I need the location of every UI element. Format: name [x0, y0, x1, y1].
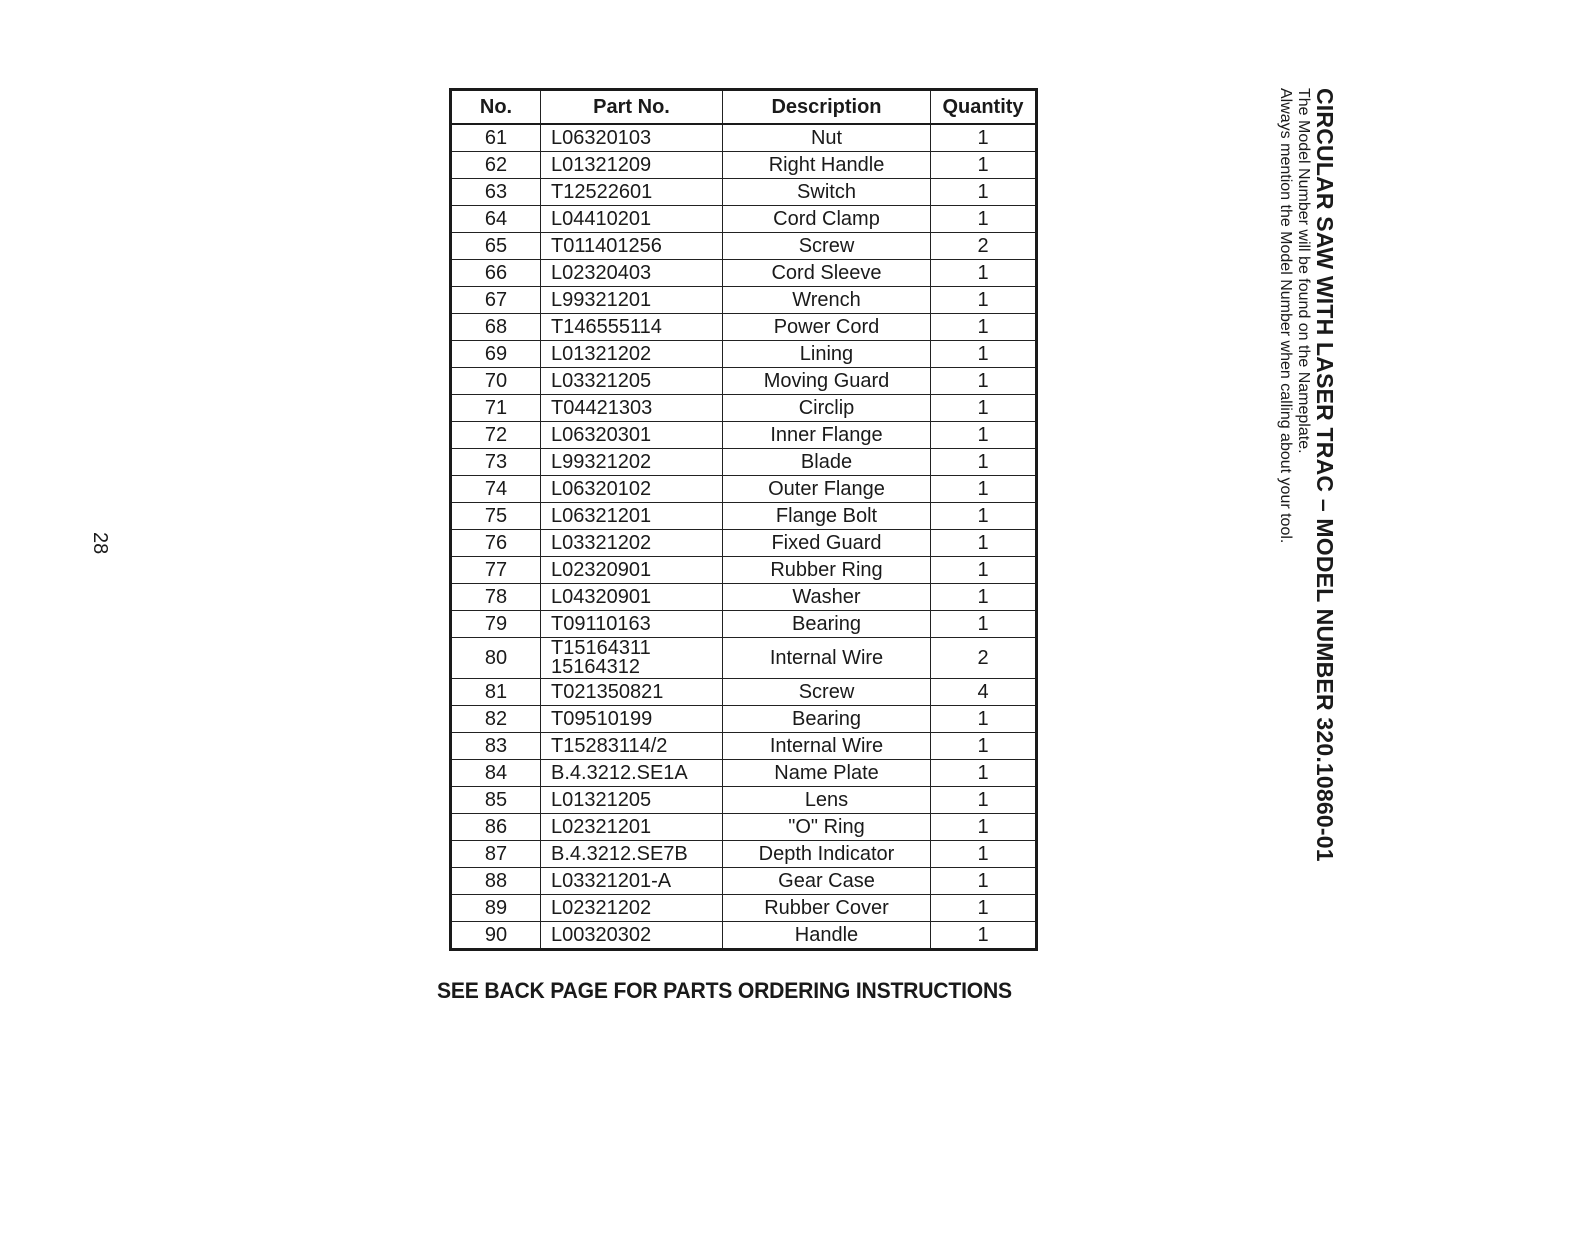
parts-table — [449, 88, 1038, 951]
item-number: 67 — [451, 287, 541, 314]
part-quantity: 1 — [931, 611, 1037, 638]
part-number: L01321202 — [541, 341, 723, 368]
part-number: L01321209 — [541, 152, 723, 179]
table-row — [451, 449, 1037, 476]
part-description: Inner Flange — [723, 422, 931, 449]
part-description: Lens — [723, 787, 931, 814]
part-description: Screw — [723, 679, 931, 706]
parts-ordering-note: SEE BACK PAGE FOR PARTS ORDERING INSTRUCTIONS — [437, 978, 1012, 1003]
side-heading — [1276, 88, 1338, 933]
item-number: 71 — [451, 395, 541, 422]
table-row — [451, 787, 1037, 814]
part-quantity: 1 — [931, 422, 1037, 449]
part-description: Washer — [723, 584, 931, 611]
part-quantity: 1 — [931, 152, 1037, 179]
table-row — [451, 584, 1037, 611]
table-row — [451, 638, 1037, 679]
model-title: CIRCULAR SAW WITH LASER TRAC – MODEL NUMBER 320.10860-01 — [1312, 88, 1338, 862]
part-quantity: 1 — [931, 706, 1037, 733]
part-number-line: 15164312 — [551, 656, 640, 678]
part-description: Fixed Guard — [723, 530, 931, 557]
table-row — [451, 287, 1037, 314]
part-number: L02320403 — [541, 260, 723, 287]
part-description: Power Cord — [723, 314, 931, 341]
part-description: Internal Wire — [723, 638, 931, 679]
item-number: 63 — [451, 179, 541, 206]
part-description: Gear Case — [723, 868, 931, 895]
part-quantity: 2 — [931, 233, 1037, 260]
part-number: L06320102 — [541, 476, 723, 503]
header-quantity: Quantity — [931, 90, 1037, 125]
table-header-row — [451, 90, 1037, 125]
table-row — [451, 611, 1037, 638]
part-quantity: 1 — [931, 314, 1037, 341]
part-description: Blade — [723, 449, 931, 476]
part-quantity: 1 — [931, 530, 1037, 557]
part-number: B.4.3212.SE7B — [541, 841, 723, 868]
part-description: Rubber Cover — [723, 895, 931, 922]
header-no: No. — [451, 90, 541, 125]
part-number: T146555114 — [541, 314, 723, 341]
part-number: L99321202 — [541, 449, 723, 476]
part-quantity: 1 — [931, 395, 1037, 422]
table-row — [451, 206, 1037, 233]
table-row — [451, 530, 1037, 557]
table-row — [451, 895, 1037, 922]
table-row — [451, 503, 1037, 530]
part-quantity: 1 — [931, 503, 1037, 530]
part-description: Circlip — [723, 395, 931, 422]
part-number: L06320103 — [541, 124, 723, 152]
part-quantity: 1 — [931, 733, 1037, 760]
part-number: L03321201-A — [541, 868, 723, 895]
table-row — [451, 760, 1037, 787]
part-number: L06321201 — [541, 503, 723, 530]
item-number: 88 — [451, 868, 541, 895]
part-quantity: 1 — [931, 760, 1037, 787]
item-number: 76 — [451, 530, 541, 557]
part-description: Internal Wire — [723, 733, 931, 760]
part-description: Nut — [723, 124, 931, 152]
item-number: 86 — [451, 814, 541, 841]
item-number: 81 — [451, 679, 541, 706]
item-number: 73 — [451, 449, 541, 476]
part-number: L02320901 — [541, 557, 723, 584]
part-quantity: 1 — [931, 476, 1037, 503]
table-row — [451, 422, 1037, 449]
item-number: 82 — [451, 706, 541, 733]
parts-table-body — [451, 124, 1037, 950]
item-number: 87 — [451, 841, 541, 868]
part-number: L99321201 — [541, 287, 723, 314]
table-row — [451, 679, 1037, 706]
part-number-line: T15164311 — [551, 637, 651, 659]
part-description: Rubber Ring — [723, 557, 931, 584]
table-row — [451, 706, 1037, 733]
part-quantity: 1 — [931, 287, 1037, 314]
part-description: Outer Flange — [723, 476, 931, 503]
part-quantity: 4 — [931, 679, 1037, 706]
header-part-no: Part No. — [541, 90, 723, 125]
item-number: 78 — [451, 584, 541, 611]
part-description: Flange Bolt — [723, 503, 931, 530]
item-number: 68 — [451, 314, 541, 341]
item-number: 64 — [451, 206, 541, 233]
item-number: 61 — [451, 124, 541, 152]
part-quantity: 1 — [931, 841, 1037, 868]
item-number: 90 — [451, 922, 541, 950]
item-number: 75 — [451, 503, 541, 530]
table-row — [451, 233, 1037, 260]
item-number: 77 — [451, 557, 541, 584]
part-number: T011401256 — [541, 233, 723, 260]
table-row — [451, 179, 1037, 206]
part-description: Moving Guard — [723, 368, 931, 395]
table-row — [451, 314, 1037, 341]
item-number: 84 — [451, 760, 541, 787]
part-description: Switch — [723, 179, 931, 206]
part-quantity: 1 — [931, 124, 1037, 152]
page-number: 28 — [89, 532, 111, 555]
part-number: L03321202 — [541, 530, 723, 557]
part-number: L03321205 — [541, 368, 723, 395]
part-quantity: 1 — [931, 260, 1037, 287]
item-number: 65 — [451, 233, 541, 260]
part-description: Screw — [723, 233, 931, 260]
table-row — [451, 476, 1037, 503]
item-number: 69 — [451, 341, 541, 368]
part-number: T15283114/2 — [541, 733, 723, 760]
item-number: 85 — [451, 787, 541, 814]
part-number — [541, 638, 723, 679]
item-number: 83 — [451, 733, 541, 760]
part-number: L02321202 — [541, 895, 723, 922]
table-row — [451, 557, 1037, 584]
part-quantity: 1 — [931, 206, 1037, 233]
part-number: L01321205 — [541, 787, 723, 814]
item-number: 80 — [451, 638, 541, 679]
table-row — [451, 395, 1037, 422]
part-number: T021350821 — [541, 679, 723, 706]
table-row — [451, 841, 1037, 868]
part-description: Wrench — [723, 287, 931, 314]
model-mention-note: Always mention the Model Number when calling about your tool. — [1277, 88, 1294, 544]
part-number: L06320301 — [541, 422, 723, 449]
table-row — [451, 922, 1037, 950]
part-quantity: 1 — [931, 557, 1037, 584]
part-description: Bearing — [723, 611, 931, 638]
part-quantity: 1 — [931, 584, 1037, 611]
table-row — [451, 368, 1037, 395]
table-row — [451, 814, 1037, 841]
part-quantity: 1 — [931, 868, 1037, 895]
part-description: Right Handle — [723, 152, 931, 179]
part-quantity: 1 — [931, 179, 1037, 206]
part-quantity: 1 — [931, 814, 1037, 841]
part-description: Depth Indicator — [723, 841, 931, 868]
part-number: T04421303 — [541, 395, 723, 422]
part-description: Cord Sleeve — [723, 260, 931, 287]
table-row — [451, 868, 1037, 895]
part-number: T09110163 — [541, 611, 723, 638]
part-quantity: 1 — [931, 449, 1037, 476]
part-number: L00320302 — [541, 922, 723, 950]
item-number: 72 — [451, 422, 541, 449]
part-description: Bearing — [723, 706, 931, 733]
part-number: L02321201 — [541, 814, 723, 841]
part-quantity: 1 — [931, 787, 1037, 814]
part-quantity: 1 — [931, 922, 1037, 950]
part-description: "O" Ring — [723, 814, 931, 841]
item-number: 74 — [451, 476, 541, 503]
part-number: L04320901 — [541, 584, 723, 611]
table-row — [451, 341, 1037, 368]
table-row — [451, 124, 1037, 152]
item-number: 66 — [451, 260, 541, 287]
table-row — [451, 260, 1037, 287]
part-quantity: 1 — [931, 368, 1037, 395]
header-description: Description — [723, 90, 931, 125]
part-number: T09510199 — [541, 706, 723, 733]
item-number: 62 — [451, 152, 541, 179]
item-number: 89 — [451, 895, 541, 922]
nameplate-note: The Model Number will be found on the Nameplate. — [1295, 88, 1312, 454]
item-number: 79 — [451, 611, 541, 638]
part-description: Name Plate — [723, 760, 931, 787]
item-number: 70 — [451, 368, 541, 395]
table-row — [451, 733, 1037, 760]
part-quantity: 1 — [931, 341, 1037, 368]
part-description: Cord Clamp — [723, 206, 931, 233]
part-number: B.4.3212.SE1A — [541, 760, 723, 787]
part-description: Handle — [723, 922, 931, 950]
part-quantity: 2 — [931, 638, 1037, 679]
part-quantity: 1 — [931, 895, 1037, 922]
part-number: L04410201 — [541, 206, 723, 233]
part-description: Lining — [723, 341, 931, 368]
table-row — [451, 152, 1037, 179]
part-number: T12522601 — [541, 179, 723, 206]
